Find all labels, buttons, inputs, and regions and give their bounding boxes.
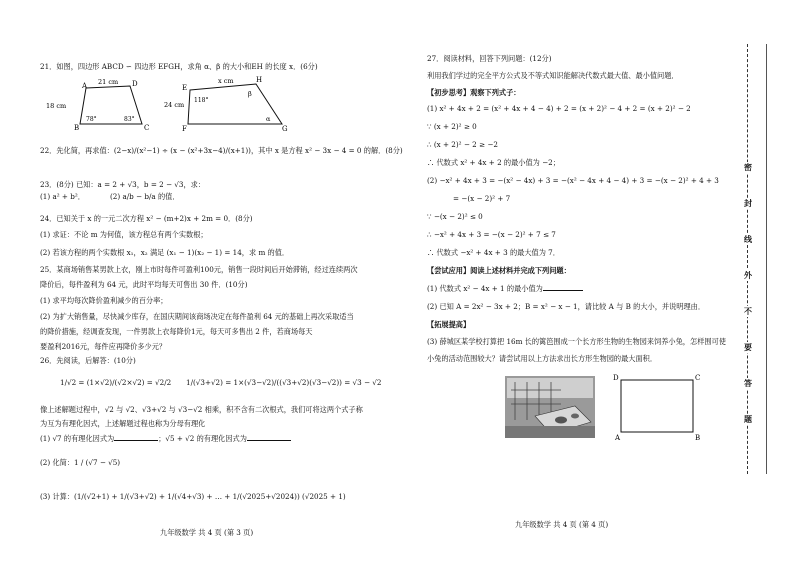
efgh-alpha: α <box>266 115 271 123</box>
efgh-G: G <box>282 125 288 133</box>
extension-1: (3) 薛城区某学校打算把 16m 长的篱笆围成一个长方形生物的生物园来饲养小兔，怎样围可使 <box>427 337 726 346</box>
abcd-top-label: 21 cm <box>98 78 119 86</box>
q22-label: 22．先化简，再求值： <box>40 146 114 155</box>
q27-intro: 利用我们学过的完全平方公式及不等式知识能解决代数式最大值、最小值问题． <box>427 71 679 80</box>
apply-1-text: (1) 代数式 x² − 4x + 1 的最小值为 <box>427 284 543 293</box>
q26-explain-2: 为互为有理化因式，上述解题过程也称为分母有理化 <box>40 419 206 428</box>
section-extension: 【拓展提高】 <box>427 320 471 329</box>
rect-C: C <box>695 374 701 382</box>
rect-A: A <box>615 434 621 442</box>
q24-text: 24．已知关于 x 的一元二次方程 x² − (m+2)x + 2m = 0．(8分) <box>40 214 253 223</box>
q26-part1 <box>40 434 291 443</box>
step-6: = −(x − 2)² + 7 <box>453 194 511 203</box>
step-9: ∴ 代数式 −x² + 4x + 3 的最大值为 7． <box>427 248 560 257</box>
q25-part2-b: 的降价措施，经调查发现，一件男款上衣每降价1元，每天可多售出 2 件，若商场每天 <box>40 327 313 336</box>
binding-char-6: 要 <box>744 342 752 352</box>
efgh-E: E <box>182 84 188 92</box>
step-1: (1) x² + 4x + 2 = (x² + 4x + 4 − 4) + 2 = (x + 2)² − 4 + 2 = (x + 2)² − 2 <box>427 104 691 113</box>
binding-char-2: 封 <box>744 198 752 208</box>
apply-1 <box>427 284 583 293</box>
step-8: ∴ −x² + 4x + 3 = −(x − 2)² + 7 ≤ 7 <box>427 230 556 239</box>
efgh-F: F <box>182 125 187 133</box>
binding-char-7: 答 <box>744 378 752 388</box>
step-4: ∴ 代数式 x² + 4x + 2 的最小值为 −2； <box>427 158 560 167</box>
q25-part2-a: (2) 为扩大销售量，尽快减少库存，在国庆期间该商场决定在每件盈利 64 元的基础上再次采取适当 <box>40 312 354 321</box>
q22-text-a <box>40 146 403 155</box>
step-2: ∵ (x + 2)² ≥ 0 <box>427 122 477 131</box>
q27-text: 27．阅读材料，回答下列问题：(12分) <box>427 54 552 63</box>
q22-label-b: ，其中 x 是方程 x² − 3x − 4 = 0 的解．(8分) <box>250 146 403 155</box>
apply-2: (2) 已知 A = 2x² − 3x + 2；B = x² − x − 1，请比较 A 与 B 的大小，并说明理由． <box>427 302 706 311</box>
efgh-angle-e: 118° <box>194 97 209 104</box>
q23-text: 23．(8分) 已知：a = 2 + √3，b = 2 − √3，求： <box>40 180 206 189</box>
q26-part1-b: ；√5 + √2 的有理化因式为 <box>158 434 247 443</box>
abcd-B: B <box>74 124 80 132</box>
q25-part1: (1) 求平均每次降价盈利减少的百分率； <box>40 296 168 305</box>
q23-part2: (2) a/b − b/a 的值． <box>110 192 180 201</box>
q26-part3-label: (3) 计算： <box>40 492 75 501</box>
efgh-H: H <box>256 76 263 84</box>
efgh-left-label: 24 cm <box>164 101 185 109</box>
q21-figure <box>46 74 320 134</box>
efgh-top-label: x cm <box>218 77 234 85</box>
q26-example2: 1/(√3+√2) = 1×(√3−√2)/((√3+√2)(√3−√2)) = √3 − √2 <box>186 378 382 387</box>
abcd-C: C <box>144 124 150 132</box>
binding-margin <box>738 44 758 474</box>
binding-char-4: 外 <box>744 270 752 280</box>
q24-part1: (1) 求证：不论 m 为何值，该方程总有两个实数根； <box>40 230 208 239</box>
q26-part1-a: (1) √7 的有理化因式为 <box>40 434 115 443</box>
q26-answer-blank-2[interactable] <box>247 440 291 441</box>
abcd-left-label: 18 cm <box>46 102 67 110</box>
q26-text: 26．先阅读，后解答：(10分) <box>40 356 136 365</box>
q25-text-b: 降价后，每件盈利为 64 元，此时平均每天可售出 30 件．(10分) <box>40 280 248 289</box>
q26-part3 <box>40 492 346 501</box>
extension-2: 小兔的活动范围较大？请尝试用以上方法求出长方形生物园的最大面积． <box>427 354 658 363</box>
q26-part2 <box>40 458 120 467</box>
q26-example1: 1/√2 = (1×√2)/(√2×√2) = √2/2 <box>60 378 172 387</box>
rect-B: B <box>695 434 701 442</box>
page-edge-line <box>766 44 767 474</box>
section-initial-thinking: 【初步思考】观察下列式子： <box>427 88 521 97</box>
rect-D: D <box>613 374 619 382</box>
q22-expression: (2−x)/(x²−1) ÷ (x − (x²+3x−4)/(x+1)) <box>113 146 251 155</box>
binding-char-1: 密 <box>744 162 752 172</box>
step-5: (2) −x² + 4x + 3 = −(x² − 4x) + 3 = −(x² − 4x + 4 − 4) + 3 = −(x − 2)² + 4 + 3 <box>427 176 719 185</box>
right-page <box>405 0 735 562</box>
q26-part2-label: (2) 化简： <box>40 458 75 467</box>
abcd-angle-b: 78° <box>86 116 97 123</box>
q25-text-a: 25．某商场销售某男款上衣，刚上市时每件可盈利100元，销售一段时间后开始滞销，经过连续两次 <box>40 265 358 274</box>
q21-text: 21．如图，四边形 ABCD ∽ 四边形 EFGH，求角 α、β 的大小和EH 的长度 x．(6分) <box>40 62 318 71</box>
binding-char-8: 题 <box>744 414 752 424</box>
rectangle-abcd-figure <box>611 370 707 442</box>
q26-part2-expression: 1 / (√7 − √5) <box>74 458 121 467</box>
abcd-angle-c: 83° <box>124 116 135 123</box>
apply-1-answer-blank[interactable] <box>543 290 583 291</box>
right-footer: 九年级数学 共 4 页 (第 4 页) <box>515 520 609 529</box>
rabbit-enclosure-photo <box>505 376 595 438</box>
binding-char-5: 不 <box>744 306 752 316</box>
efgh-beta: β <box>248 90 252 98</box>
q26-answer-blank-1[interactable] <box>114 440 158 441</box>
section-try-apply: 【尝试应用】阅读上述材料并完成下列问题： <box>427 266 571 275</box>
q23-part1: (1) a² + b²． <box>40 192 85 201</box>
dashed-seal-line <box>747 44 748 474</box>
abcd-D: D <box>132 80 138 88</box>
q26-part3-expression: (1/(√2+1) + 1/(√3+√2) + 1/(√4+√3) + … + 1/(√2025+√2024)) (√2025 + 1) <box>74 492 346 501</box>
binding-char-3: 线 <box>744 234 752 244</box>
left-footer: 九年级数学 共 4 页 (第 3 页) <box>160 528 254 537</box>
step-7: ∵ −(x − 2)² ≤ 0 <box>427 212 483 221</box>
abcd-A: A <box>82 82 88 90</box>
step-3: ∴ (x + 2)² − 2 ≥ −2 <box>427 140 498 149</box>
q24-part2: (2) 若该方程的两个实数根 x₁，x₂ 满足 (x₁ − 1)(x₂ − 1) = 14，求 m 的值． <box>40 248 290 257</box>
q25-part2-c: 要盈利2016元，每件应再降价多少元？ <box>40 342 167 351</box>
q26-explain-1: 像上述解题过程中，√2 与 √2、√3+√2 与 √3−√2 相乘，积不含有二次根式，我们可将这两个式子称 <box>40 405 363 414</box>
